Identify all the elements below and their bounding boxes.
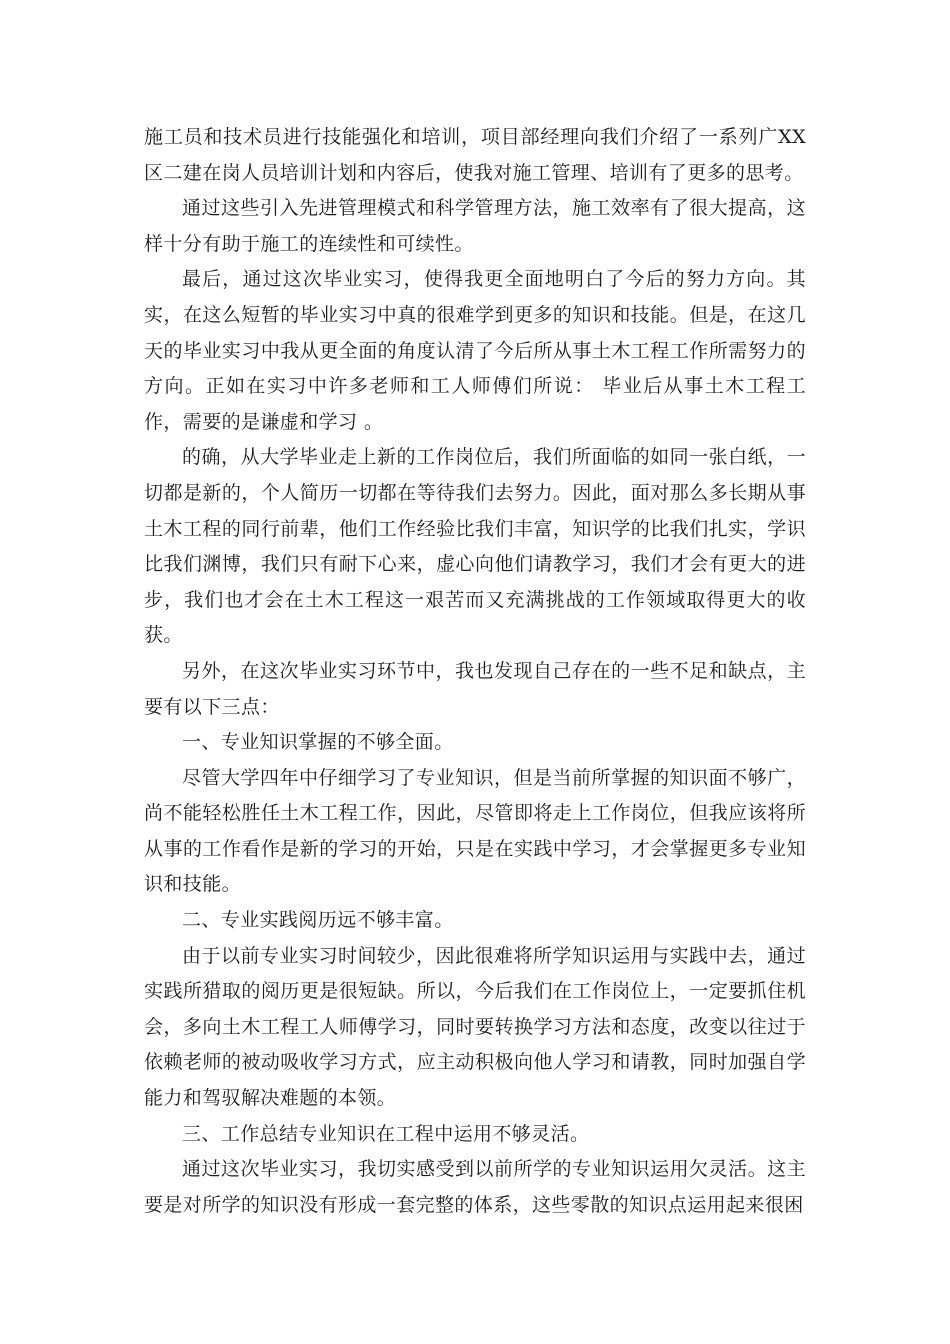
section-heading-2: 二、专业实践阅历远不够丰富。 xyxy=(182,909,454,932)
paragraph: 最后，通过这次毕业实习，使得我更全面地明白了今后的努力方向。其实，在这么短暂的毕业实习中真的很难学到更多的知识和技能。但是，在这几天的毕业实习中我从更全面的角度认清了今后所从事土木工程工作所需努力的方向。正如在实习中许多老师和工人师傅们所说： 毕业后从事土木工程工作，需要的是谦虚和学习 。 xyxy=(144,268,806,433)
paragraph: 的确，从大学毕业走上新的工作岗位后，我们所面临的如同一张白纸，一切都是新的，个人简历一切都在等待我们去努力。因此，面对那么多长期从事土木工程的同行前辈，他们工作经验比我们丰富，知识学的比我们扎实，学识比我们渊博，我们只有耐下心来，虚心向他们请教学习，我们才会有更大的进步，我们也才会在土木工程这一艰苦而又充满挑战的工作领域取得更大的收获。 xyxy=(144,446,806,647)
paragraph-continuation: 施工员和技术员进行技能强化和培训，项目部经理向我们介绍了一系列广XX区二建在岗人员培训计划和内容后，使我对施工管理、培训有了更多的思考。 xyxy=(144,126,806,184)
section-heading-1: 一、专业知识掌握的不够全面。 xyxy=(182,731,454,754)
paragraph: 另外，在这次毕业实习环节中，我也发现自己存在的一些不足和缺点，主要有以下三点： xyxy=(144,659,806,718)
paragraph: 通过这次毕业实习，我切实感受到以前所学的专业知识运用欠灵活。这主要是对所学的知识没有形成一套完整的体系，这些零散的知识点运用起来很困 xyxy=(144,1158,806,1216)
paragraph: 通过这些引入先进管理模式和科学管理方法，施工效率有了很大提高，这样十分有助于施工的连续性和可续性。 xyxy=(144,197,806,255)
paragraph: 尽管大学四年中仔细学习了专业知识，但是当前所掌握的知识面不够广，尚不能轻松胜任土木工程工作，因此，尽管即将走上工作岗位，但我应该将所从事的工作看作是新的学习的开始，只是在实践中学习，才会掌握更多专业知识和技能。 xyxy=(144,766,806,896)
document-body xyxy=(144,120,806,1223)
paragraph: 由于以前专业实习时间较少，因此很难将所学知识运用与实践中去，通过实践所猎取的阅历更是很短缺。所以，今后我们在工作岗位上，一定要抓住机会，多向土木工程工人师傅学习，同时要转换学习方法和态度，改变以往过于依赖老师的被动吸收学习方式，应主动积极向他人学习和请教，同时加强自学能力和驾驭解决难题的本领。 xyxy=(144,944,806,1110)
section-heading-3: 三、工作总结专业知识在工程中运用不够灵活。 xyxy=(182,1122,590,1145)
